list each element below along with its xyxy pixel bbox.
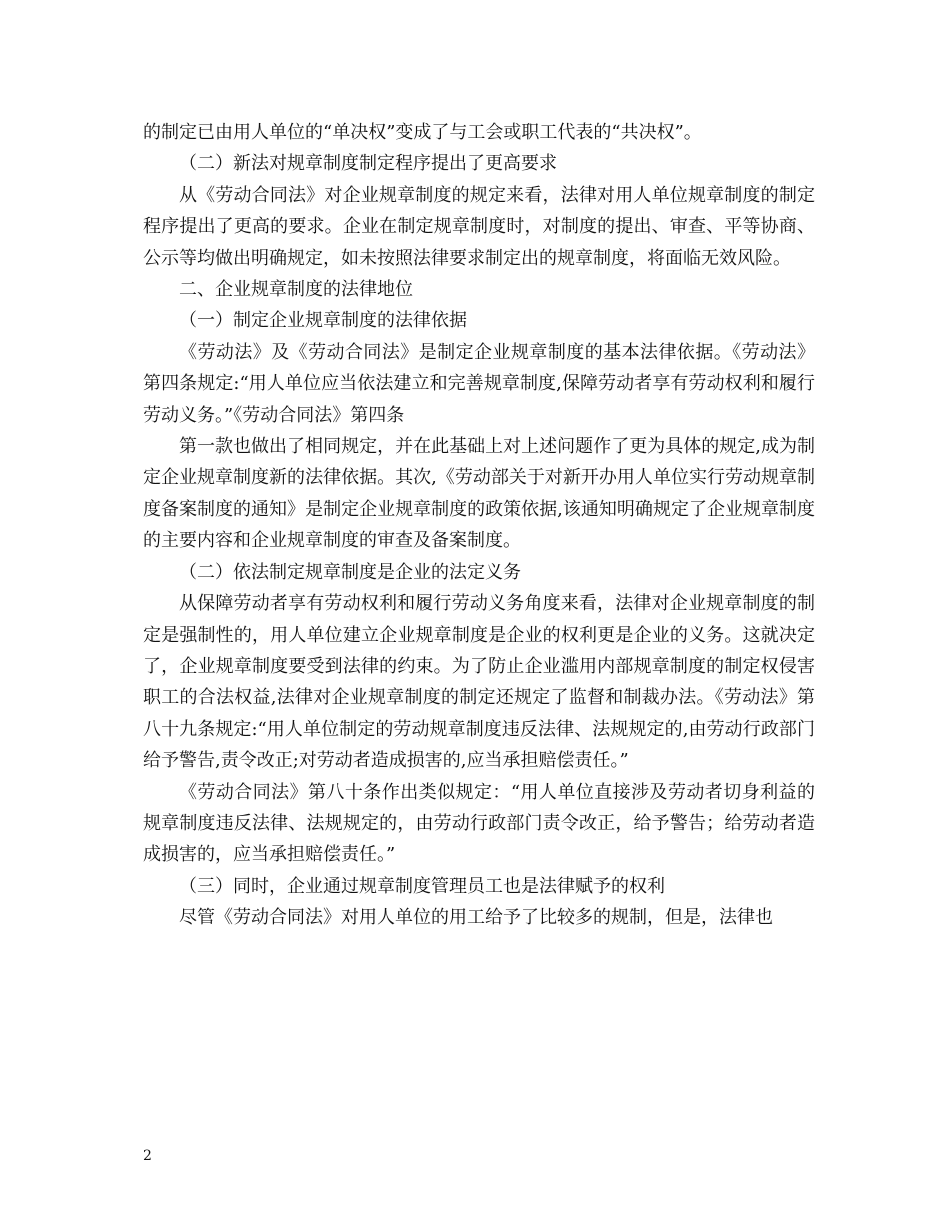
paragraph-continuation: 的制定已由用人单位的“单决权”变成了与工会或职工代表的“共决权”。 [143, 122, 702, 143]
document-body [143, 117, 815, 934]
section-heading-management-right: （三）同时，企业通过规章制度管理员工也是法律赋予的权利 [179, 875, 665, 897]
chapter-heading-legal-status: 二、企业规章制度的法律地位 [179, 279, 413, 301]
paragraph-article-eighty: 《劳动合同法》第八十条作出类似规定：“用人单位直接涉及劳动者切身利益的规章制度违反法律、法规规定的，由劳动行政部门责令改正，给予警告；给劳动者造成损害的，应当承担赔偿责任。” [143, 781, 815, 866]
paragraph-procedure-requirements: 从《劳动合同法》对企业规章制度的规定来看，法律对用人单位规章制度的制定程序提出了更高的要求。企业在制定规章制度时，对制度的提出、审查、平等协商、公示等均做出明确规定，如未按照法律要求制定出的规章制度，将面临无效风险。 [143, 184, 815, 269]
paragraph-statutory-obligation: 从保障劳动者享有劳动权利和履行劳动义务角度来看，法律对企业规章制度的制定是强制性的，用人单位建立企业规章制度是企业的权利更是企业的义务。这就决定了，企业规章制度要受到法律的约束。为了防止企业滥用内部规章制度的制定权侵害职工的合法权益,法律对企业规章制度的制定还规定了监督和制裁办法。《劳动法》第八十九条规定:“用人单位制定的劳动规章制度违反法律、法规规定的,由劳动行政部门给予警告,责令改正;对劳动者造成损害的,应当承担赔偿责任。” [143, 593, 815, 772]
section-heading-new-law-procedure: （二）新法对规章制度制定程序提出了更高要求 [179, 153, 557, 175]
paragraph-management-right: 尽管《劳动合同法》对用人单位的用工给予了比较多的规制，但是，法律也 [179, 907, 773, 929]
page-number: 2 [143, 1148, 152, 1164]
paragraph-legal-basis: 《劳动法》及《劳动合同法》是制定企业规章制度的基本法律依据。《劳动法》第四条规定:“用人单位应当依法建立和完善规章制度,保障劳动者享有劳动权利和履行劳动义务。”《劳动合同法》第四条 [143, 341, 816, 426]
section-heading-statutory-obligation: （二）依法制定规章制度是企业的法定义务 [179, 561, 521, 583]
section-heading-legal-basis: （一）制定企业规章制度的法律依据 [179, 310, 467, 332]
paragraph-policy-basis: 第一款也做出了相同规定，并在此基础上对上述问题作了更为具体的规定,成为制定企业规章制度新的法律依据。其次,《劳动部关于对新开办用人单位实行劳动规章制度备案制度的通知》是制定企业规章制度的政策依据,该通知明确规定了企业规章制度的主要内容和企业规章制度的审查及备案制度。 [143, 436, 815, 552]
